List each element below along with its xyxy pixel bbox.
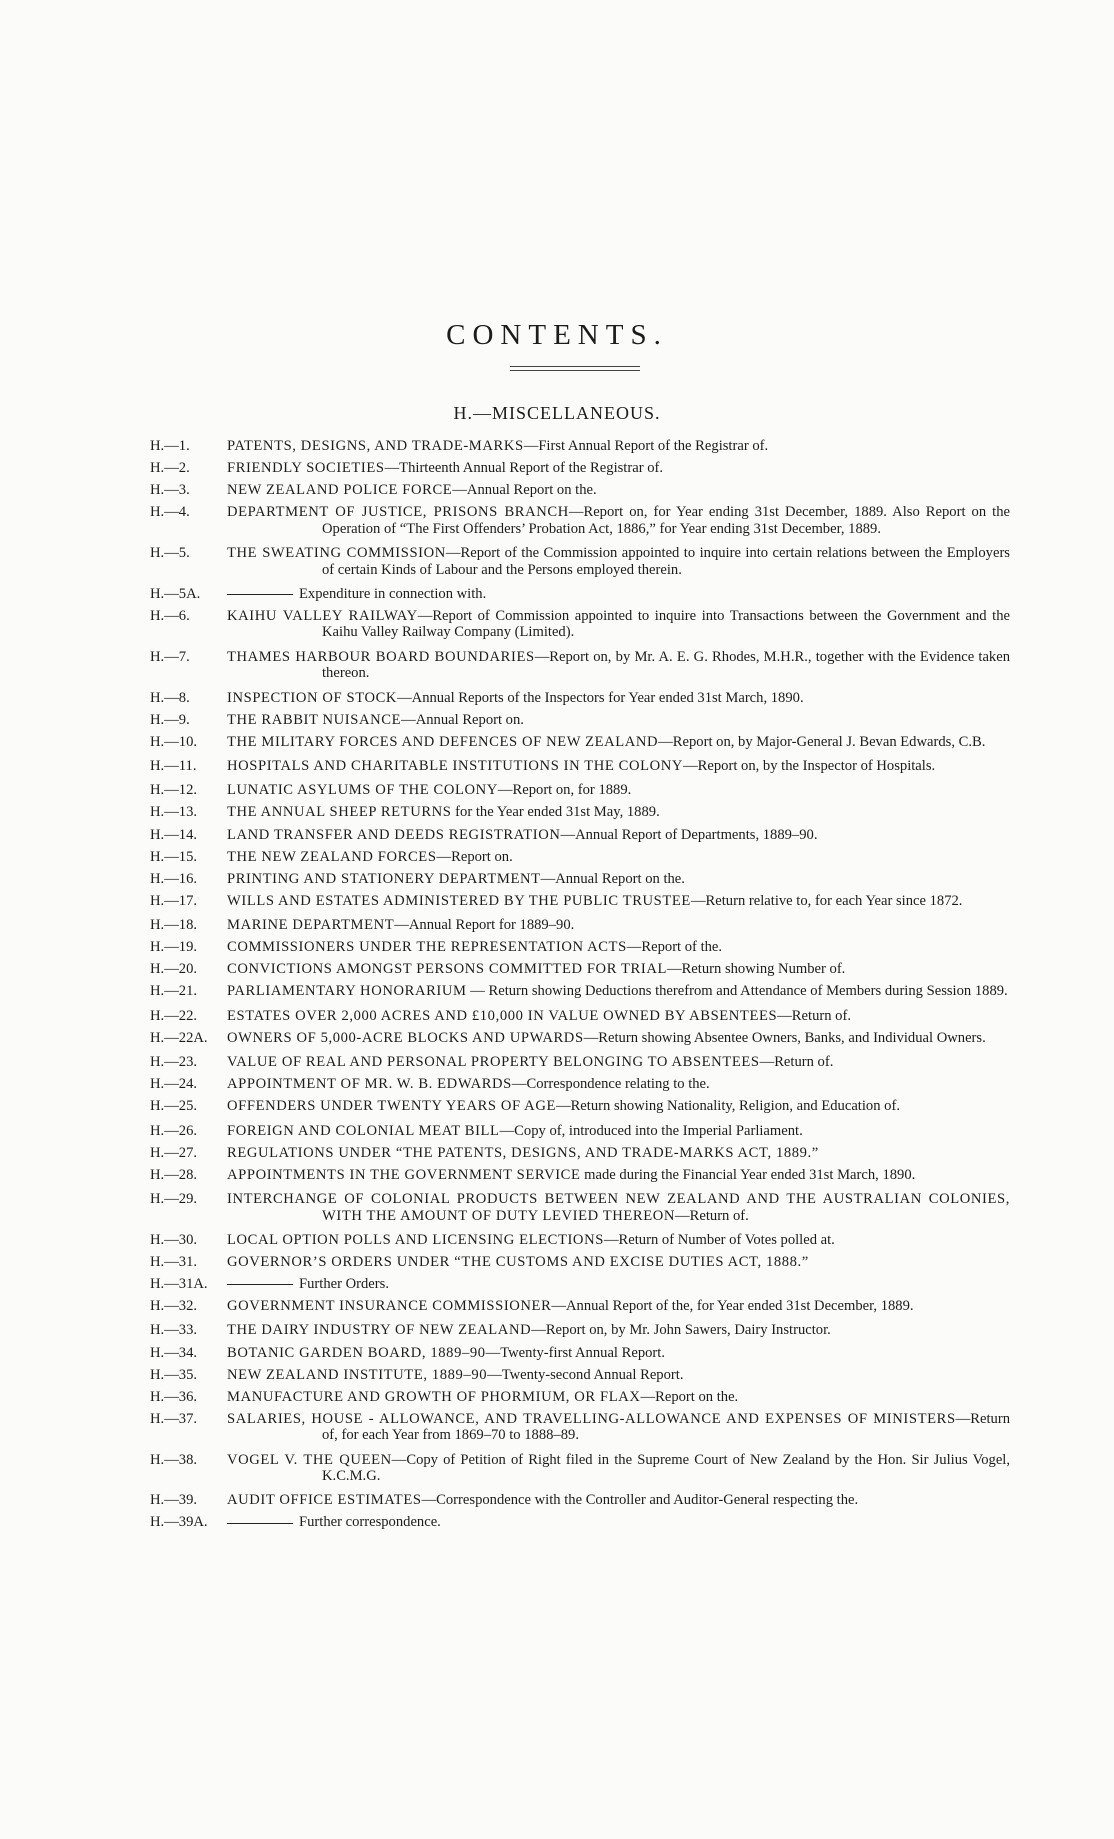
entry-detail: —Copy of, introduced into the Imperial Parliament. <box>499 1122 803 1139</box>
entry-description <box>227 893 1010 910</box>
entry-title: INSPECTION OF STOCK <box>227 689 398 706</box>
entry-code: H.—21. <box>150 983 198 1000</box>
entry-detail: —Report on, by the Inspector of Hospitals. <box>683 758 936 775</box>
title-rule <box>510 366 640 371</box>
entry-detail: —Report on, for Year ending 31st December, 1889. Also Report on the Operation of “The First Offenders’ Probation Act, 1886,” for Year ending 31st December, 1889. <box>322 504 1010 537</box>
contents-entry <box>150 608 1010 641</box>
entry-detail: —Copy of Petition of Right filed in the Supreme Court of New Zealand by the Hon. Sir Julius Vogel, K.C.M.G. <box>322 1451 1010 1485</box>
entry-code: H.—11. <box>150 758 197 775</box>
entry-title: MANUFACTURE AND GROWTH OF PHORMIUM, OR FLAX <box>227 1388 641 1405</box>
entry-code: H.—36. <box>150 1388 198 1405</box>
entry-code: H.—15. <box>150 848 198 865</box>
entry-description <box>227 1514 1010 1531</box>
entry-description <box>227 1322 1010 1339</box>
contents-entry <box>150 649 1010 682</box>
contents-entry <box>150 586 1010 603</box>
contents-entry <box>150 782 1010 799</box>
entry-description <box>227 734 1010 751</box>
entry-detail: —Report on the. <box>640 1388 739 1405</box>
entry-detail: —Twenty-first Annual Report. <box>485 1344 665 1361</box>
contents-entry <box>150 827 1010 844</box>
contents-entry <box>150 712 1010 729</box>
entry-code: H.—10. <box>150 733 198 750</box>
entry-description <box>227 712 1010 729</box>
entry-description <box>227 1389 1010 1406</box>
contents-entry <box>150 871 1010 888</box>
entry-code: H.—26. <box>150 1122 198 1139</box>
entry-code: H.—5. <box>150 545 190 562</box>
entry-title: APPOINTMENTS IN THE GOVERNMENT SERVICE <box>227 1166 581 1183</box>
entry-code: H.—29. <box>150 1191 198 1208</box>
entry-detail: Expenditure in connection with. <box>299 585 487 602</box>
contents-entry <box>150 983 1010 1000</box>
entry-title: COMMISSIONERS UNDER THE REPRESENTATION ACTS <box>227 939 627 956</box>
entry-code: H.—28. <box>150 1166 198 1183</box>
entry-description <box>227 1145 1010 1162</box>
contents-entry <box>150 939 1010 956</box>
entry-description <box>227 690 1010 707</box>
ditto-rule <box>227 1284 293 1285</box>
entry-code: H.—16. <box>150 870 198 887</box>
entry-title: HOSPITALS AND CHARITABLE INSTITUTIONS IN THE COLONY <box>227 758 684 775</box>
entry-title: KAIHU VALLEY RAILWAY <box>227 607 418 624</box>
entry-code: H.—14. <box>150 826 198 843</box>
entry-description <box>227 849 1010 866</box>
entry-title: WILLS AND ESTATES ADMINISTERED BY THE PUBLIC TRUSTEE <box>227 892 691 909</box>
entry-code: H.—12. <box>150 782 198 799</box>
entry-detail: —Annual Report on the. <box>540 870 685 887</box>
entry-detail: —Report on, by Mr. A. E. G. Rhodes, M.H.R., together with the Evidence taken thereon. <box>322 648 1010 682</box>
entry-code: H.—39. <box>150 1492 198 1509</box>
entry-title: THE ANNUAL SHEEP RETURNS <box>227 804 452 821</box>
entry-title: AUDIT OFFICE ESTIMATES <box>227 1492 422 1509</box>
entry-code: H.—31A. <box>150 1276 208 1293</box>
entry-detail: —Report on, for 1889. <box>497 782 632 799</box>
entry-title: APPOINTMENT OF MR. W. B. EDWARDS <box>227 1076 512 1093</box>
entry-detail: —Correspondence with the Controller and Auditor-General respecting the. <box>421 1492 859 1509</box>
entry-title: VALUE OF REAL AND PERSONAL PROPERTY BELONGING TO ABSENTEES <box>227 1054 760 1071</box>
entry-code: H.—19. <box>150 939 198 956</box>
entry-title: PATENTS, DESIGNS, AND TRADE-MARKS <box>227 438 524 454</box>
entry-description <box>227 1054 1010 1071</box>
entry-title: NEW ZEALAND POLICE FORCE <box>227 482 453 499</box>
entry-description <box>227 1167 1010 1184</box>
contents-entry <box>150 961 1010 978</box>
entry-description <box>227 608 1010 641</box>
entry-description <box>227 939 1010 956</box>
entry-description <box>227 1276 1010 1293</box>
entry-detail: —Return showing Number of. <box>666 961 846 978</box>
entry-code: H.—22. <box>150 1007 198 1024</box>
contents-entry <box>150 1008 1010 1025</box>
entry-description <box>227 1030 1010 1047</box>
entry-detail: —Return showing Nationality, Religion, and Education of. <box>555 1098 900 1115</box>
entry-title: OFFENDERS UNDER TWENTY YEARS OF AGE <box>227 1098 556 1115</box>
entry-detail: —Return showing Absentee Owners, Banks, and Individual Owners. <box>583 1029 986 1046</box>
entry-description <box>227 1098 1010 1115</box>
entry-description <box>227 1123 1010 1140</box>
entry-detail: —Return of Number of Votes polled at. <box>603 1231 835 1248</box>
entry-detail: —Return of. <box>777 1007 851 1024</box>
entry-code: H.—13. <box>150 804 198 821</box>
entry-description <box>227 586 1010 603</box>
entry-detail: —Report of the Commission appointed to inquire into certain relations between the Employers of certain Kinds of Labour and the Persons employed therein. <box>322 545 1010 578</box>
entry-detail: —Twenty-second Annual Report. <box>487 1366 684 1383</box>
entry-description <box>227 545 1010 578</box>
contents-entry <box>150 1145 1010 1162</box>
entry-title: ESTATES OVER 2,000 ACRES AND £10,000 IN VALUE OWNED BY ABSENTEES <box>227 1007 778 1024</box>
entry-detail: —Annual Reports of the Inspectors for Year ended 31st March, 1890. <box>397 689 804 706</box>
entry-title: THE NEW ZEALAND FORCES <box>227 848 437 865</box>
entry-code: H.—34. <box>150 1344 198 1361</box>
entry-description <box>227 1008 1010 1025</box>
entry-title: NEW ZEALAND INSTITUTE, 1889–90 <box>227 1366 488 1383</box>
entry-detail: —Report of the. <box>626 939 723 956</box>
entry-detail: —Annual Report on. <box>401 711 524 728</box>
entry-description <box>227 917 1010 934</box>
entry-description <box>227 1452 1010 1485</box>
entry-detail: —Return of, for each Year from 1869–70 to 1888–89. <box>322 1410 1010 1444</box>
entry-detail: —Annual Report of the, for Year ended 31st December, 1889. <box>551 1298 914 1315</box>
entry-detail: —First Annual Report of the Registrar of. <box>523 438 769 454</box>
entry-description <box>227 504 1010 537</box>
entry-title: VOGEL V. THE QUEEN <box>227 1451 392 1468</box>
entry-code: H.—32. <box>150 1298 198 1315</box>
contents-list <box>150 438 1010 1537</box>
entry-title: PARLIAMENTARY HONORARIUM <box>227 983 467 1000</box>
entry-code: H.—18. <box>150 917 198 934</box>
entry-code: H.—39A. <box>150 1514 208 1531</box>
entry-code: H.—30. <box>150 1231 198 1248</box>
entry-title: REGULATIONS UNDER “THE PATENTS, DESIGNS, AND TRADE-MARKS ACT, 1889.” <box>227 1144 819 1161</box>
contents-entry <box>150 504 1010 537</box>
entry-code: H.—1. <box>150 438 190 454</box>
entry-description <box>227 482 1010 499</box>
contents-entry <box>150 1276 1010 1293</box>
entry-code: H.—33. <box>150 1322 198 1339</box>
entry-detail: for the Year ended 31st May, 1889. <box>451 804 660 821</box>
contents-entry <box>150 1345 1010 1362</box>
entry-code: H.—24. <box>150 1076 198 1093</box>
entry-detail: —Return of. <box>675 1207 749 1224</box>
entry-code: H.—6. <box>150 607 190 624</box>
entry-title: MARINE DEPARTMENT <box>227 917 395 934</box>
entry-code: H.—5A. <box>150 585 201 602</box>
entry-description <box>227 1411 1010 1444</box>
contents-entry <box>150 1367 1010 1384</box>
entry-description <box>227 649 1010 682</box>
entry-code: H.—2. <box>150 460 190 477</box>
entry-code: H.—23. <box>150 1054 198 1071</box>
entry-title: THE SWEATING COMMISSION <box>227 545 446 562</box>
entry-description <box>227 1254 1010 1271</box>
entry-description <box>227 1298 1010 1315</box>
entry-detail: —Report on, by Major-General J. Bevan Edwards, C.B. <box>658 733 986 750</box>
contents-entry <box>150 1123 1010 1140</box>
contents-entry <box>150 482 1010 499</box>
entry-description <box>227 961 1010 978</box>
entry-code: H.—22A. <box>150 1029 208 1046</box>
contents-entry <box>150 1298 1010 1315</box>
contents-entry <box>150 1492 1010 1509</box>
contents-entry <box>150 438 1010 455</box>
entry-title: CONVICTIONS AMONGST PERSONS COMMITTED FOR TRIAL <box>227 961 667 978</box>
entry-title: THE DAIRY INDUSTRY OF NEW ZEALAND <box>227 1322 532 1339</box>
entry-code: H.—25. <box>150 1098 198 1115</box>
contents-entry <box>150 1452 1010 1485</box>
contents-entry <box>150 804 1010 821</box>
entry-title: THAMES HARBOUR BOARD BOUNDARIES <box>227 648 535 665</box>
ditto-rule <box>227 1523 293 1524</box>
entry-detail: —Return relative to, for each Year since 1872. <box>690 892 963 909</box>
entry-description <box>227 827 1010 844</box>
entry-title: THE RABBIT NUISANCE <box>227 711 402 728</box>
entry-detail: —Annual Report of Departments, 1889–90. <box>560 826 818 843</box>
entry-detail: made during the Financial Year ended 31st March, 1890. <box>580 1166 916 1183</box>
entry-title: THE MILITARY FORCES AND DEFENCES OF NEW ZEALAND <box>227 733 659 750</box>
contents-entry <box>150 917 1010 934</box>
contents-entry <box>150 1232 1010 1249</box>
entry-description <box>227 438 1010 455</box>
entry-title: GOVERNMENT INSURANCE COMMISSIONER <box>227 1298 552 1315</box>
entry-detail: —Return of. <box>759 1054 834 1071</box>
contents-entry <box>150 1254 1010 1271</box>
entry-code: H.—38. <box>150 1451 198 1468</box>
contents-entry <box>150 734 1010 751</box>
contents-entry <box>150 1098 1010 1115</box>
entry-detail: —Thirteenth Annual Report of the Registrar of. <box>384 460 664 477</box>
contents-entry <box>150 1389 1010 1406</box>
entry-title: FRIENDLY SOCIETIES <box>227 460 385 477</box>
entry-description <box>227 871 1010 888</box>
entry-title: DEPARTMENT OF JUSTICE, PRISONS BRANCH <box>227 504 569 521</box>
ditto-rule <box>227 594 293 595</box>
contents-entry <box>150 545 1010 578</box>
contents-entry <box>150 849 1010 866</box>
contents-entry <box>150 893 1010 910</box>
entry-title: OWNERS OF 5,000-ACRE BLOCKS AND UPWARDS <box>227 1029 584 1046</box>
entry-title: SALARIES, HOUSE - ALLOWANCE, AND TRAVELLING-ALLOWANCE AND EXPENSES OF MINISTERS <box>227 1410 956 1427</box>
entry-code: H.—37. <box>150 1410 198 1427</box>
entry-description <box>227 1076 1010 1093</box>
entry-detail: —Report of Commission appointed to inquire into Transactions between the Government and the Kaihu Valley Railway Company (Limited). <box>322 607 1010 641</box>
entry-code: H.—9. <box>150 711 190 728</box>
entry-description <box>227 460 1010 477</box>
entry-code: H.—27. <box>150 1144 198 1161</box>
entry-description <box>227 983 1010 1000</box>
entry-description <box>227 1345 1010 1362</box>
entry-title: INTERCHANGE OF COLONIAL PRODUCTS BETWEEN NEW ZEALAND AND THE AUSTRALIAN COLONIES, WITH THE AMOUNT OF DUTY LEVIED THEREON <box>227 1191 1010 1224</box>
entry-description <box>227 782 1010 799</box>
contents-entry <box>150 1191 1010 1224</box>
entry-code: H.—17. <box>150 892 198 909</box>
entry-description <box>227 1492 1010 1509</box>
entry-title: LAND TRANSFER AND DEEDS REGISTRATION <box>227 826 561 843</box>
contents-entry <box>150 460 1010 477</box>
entry-code: H.—7. <box>150 648 190 665</box>
entry-title: FOREIGN AND COLONIAL MEAT BILL <box>227 1122 500 1139</box>
entry-description <box>227 804 1010 821</box>
entry-title: BOTANIC GARDEN BOARD, 1889–90 <box>227 1344 486 1361</box>
entry-detail: Further Orders. <box>299 1276 389 1293</box>
contents-entry <box>150 1076 1010 1093</box>
contents-entry <box>150 758 1010 775</box>
contents-entry <box>150 1322 1010 1339</box>
page-title: CONTENTS. <box>446 319 668 352</box>
contents-entry <box>150 1167 1010 1184</box>
entry-code: H.—8. <box>150 689 190 706</box>
contents-entry <box>150 690 1010 707</box>
entry-code: H.—31. <box>150 1253 198 1270</box>
entry-detail: —Annual Report for 1889–90. <box>394 917 575 934</box>
entry-detail: —Report on. <box>436 848 513 865</box>
entry-detail: —Report on, by Mr. John Sawers, Dairy Instructor. <box>531 1322 831 1339</box>
section-heading: H.—MISCELLANEOUS. <box>453 403 661 423</box>
entry-detail: Further correspondence. <box>299 1514 441 1531</box>
entry-description <box>227 758 1010 775</box>
entry-description <box>227 1367 1010 1384</box>
entry-code: H.—35. <box>150 1366 198 1383</box>
entry-code: H.—3. <box>150 482 190 499</box>
entry-code: H.—20. <box>150 961 198 978</box>
entry-title: LOCAL OPTION POLLS AND LICENSING ELECTIONS <box>227 1231 604 1248</box>
entry-description <box>227 1191 1010 1224</box>
entry-description <box>227 1232 1010 1249</box>
contents-entry <box>150 1411 1010 1444</box>
contents-entry <box>150 1054 1010 1071</box>
entry-title: PRINTING AND STATIONERY DEPARTMENT <box>227 870 541 887</box>
contents-entry <box>150 1514 1010 1531</box>
entry-detail: — Return showing Deductions therefrom and Attendance of Members during Session 1889. <box>466 983 1008 1000</box>
entry-detail: —Annual Report on the. <box>452 482 597 499</box>
entry-detail: —Correspondence relating to the. <box>511 1076 710 1093</box>
entry-code: H.—4. <box>150 504 190 521</box>
contents-entry <box>150 1030 1010 1047</box>
entry-title: GOVERNOR’S ORDERS UNDER “THE CUSTOMS AND EXCISE DUTIES ACT, 1888.” <box>227 1253 809 1270</box>
entry-title: LUNATIC ASYLUMS OF THE COLONY <box>227 782 498 799</box>
